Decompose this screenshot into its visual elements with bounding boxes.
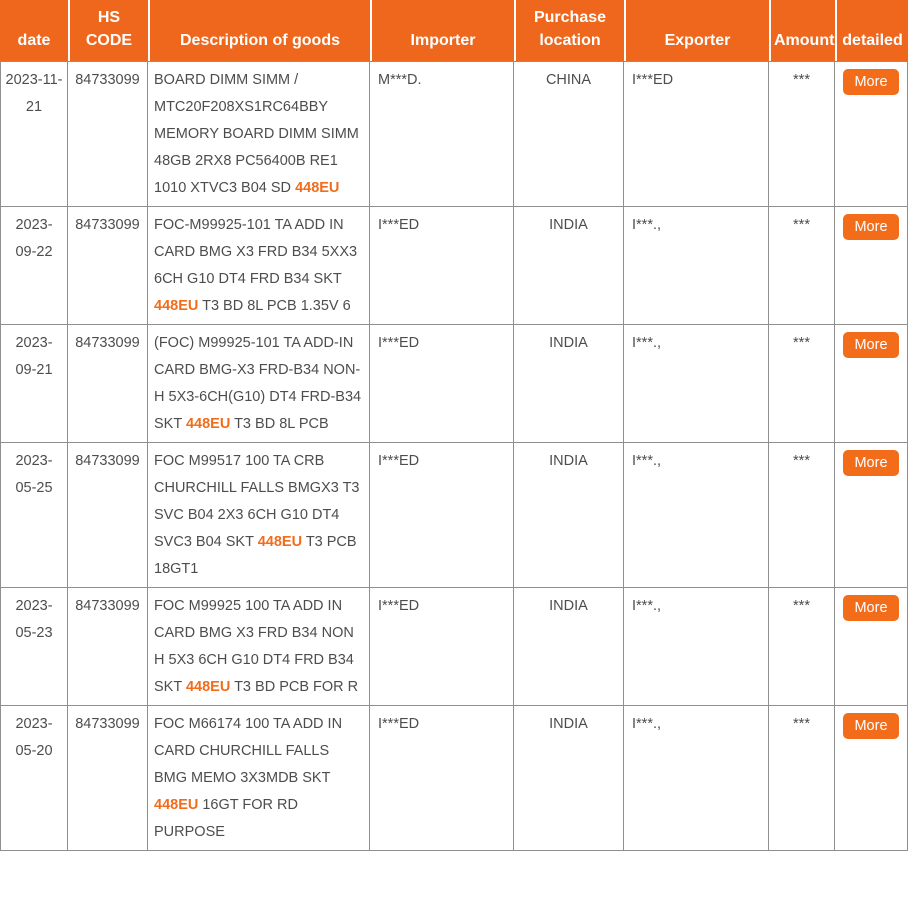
more-button[interactable]: More <box>843 595 898 621</box>
description-text: BOARD DIMM SIMM / MTC20F208XS1RC64BBY MEMORY BOARD DIMM SIMM 48GB 2RX8 PC56400B RE1 1010 XTVC3 B04 SD <box>154 72 359 196</box>
amount-cell: *** <box>769 588 835 706</box>
description-text: T3 BD PCB FOR R <box>230 679 359 695</box>
header-importer: Importer <box>370 0 514 61</box>
date-cell: 2023-05-20 <box>0 706 68 851</box>
description-highlight: 448EU <box>154 797 199 813</box>
header-row <box>0 0 908 61</box>
amount-cell: *** <box>769 207 835 325</box>
description-highlight: 448EU <box>185 416 231 432</box>
description-text: (FOC) M99925-101 TA ADD-IN CARD BMG-X3 FRD-B34 NON-H 5X3-6CH(G10) DT4 FRD-B34 SKT <box>154 335 362 432</box>
more-button[interactable]: More <box>843 214 898 240</box>
importer-cell: I***ED <box>370 706 514 851</box>
hs-code-cell: 84733099 <box>68 325 148 443</box>
description-cell <box>148 588 370 706</box>
table-row <box>0 325 908 443</box>
description-text: T3 BD 8L PCB 1.35V 6 <box>198 298 351 314</box>
hs-code-cell: 84733099 <box>68 207 148 325</box>
description-highlight: 448EU <box>185 679 231 695</box>
purchase-location-cell: INDIA <box>514 706 624 851</box>
description-cell <box>148 706 370 851</box>
detailed-cell <box>835 443 908 588</box>
exporter-cell: I***., <box>624 443 769 588</box>
date-cell: 2023-09-22 <box>0 207 68 325</box>
table-row <box>0 443 908 588</box>
hs-code-cell: 84733099 <box>68 588 148 706</box>
amount-cell: *** <box>769 61 835 207</box>
date-cell: 2023-05-23 <box>0 588 68 706</box>
more-button[interactable]: More <box>843 713 898 739</box>
amount-cell: *** <box>769 706 835 851</box>
amount-cell: *** <box>769 443 835 588</box>
date-cell: 2023-09-21 <box>0 325 68 443</box>
importer-cell: I***ED <box>370 207 514 325</box>
hs-code-cell: 84733099 <box>68 61 148 207</box>
header-exporter: Exporter <box>624 0 769 61</box>
exporter-cell: I***ED <box>624 61 769 207</box>
importer-cell: I***ED <box>370 443 514 588</box>
description-cell <box>148 61 370 207</box>
table-row <box>0 207 908 325</box>
description-text: T3 PCB 18GT1 <box>154 534 357 577</box>
more-button[interactable]: More <box>843 332 898 358</box>
exporter-cell: I***., <box>624 207 769 325</box>
description-text: FOC-M99925-101 TA ADD IN CARD BMG X3 FRD B34 5XX3 6CH G10 DT4 FRD B34 SKT <box>154 217 358 287</box>
purchase-location-cell: INDIA <box>514 588 624 706</box>
table-row <box>0 588 908 706</box>
more-button[interactable]: More <box>843 450 898 476</box>
date-cell: 2023-05-25 <box>0 443 68 588</box>
description-cell <box>148 443 370 588</box>
description-highlight: 448EU <box>257 534 303 550</box>
header-detailed: detailed <box>835 0 908 61</box>
exporter-cell: I***., <box>624 588 769 706</box>
description-text: 16GT FOR RD PURPOSE <box>154 797 298 840</box>
amount-cell: *** <box>769 325 835 443</box>
header-amount: Amount <box>769 0 835 61</box>
header-date: date <box>0 0 68 61</box>
detailed-cell <box>835 588 908 706</box>
header-hs-code: HS CODE <box>68 0 148 61</box>
description-text: FOC M66174 100 TA ADD IN CARD CHURCHILL FALLS BMG MEMO 3X3MDB SKT <box>154 716 343 786</box>
importer-cell: I***ED <box>370 588 514 706</box>
header-purchase-location: Purchase location <box>514 0 624 61</box>
purchase-location-cell: CHINA <box>514 61 624 207</box>
description-text: FOC M99925 100 TA ADD IN CARD BMG X3 FRD B34 NON H 5X3 6CH G10 DT4 FRD B34 SKT <box>154 598 354 695</box>
description-text: T3 BD 8L PCB <box>230 416 329 432</box>
more-button[interactable]: More <box>843 69 898 95</box>
hs-code-cell: 84733099 <box>68 706 148 851</box>
purchase-location-cell: INDIA <box>514 207 624 325</box>
header-description: Description of goods <box>148 0 370 61</box>
table-body <box>0 61 908 851</box>
importer-cell: I***ED <box>370 325 514 443</box>
table-header <box>0 0 908 61</box>
detailed-cell <box>835 325 908 443</box>
description-highlight: 448EU <box>295 180 340 196</box>
description-cell <box>148 207 370 325</box>
detailed-cell <box>835 706 908 851</box>
table-row <box>0 61 908 207</box>
purchase-location-cell: INDIA <box>514 325 624 443</box>
description-cell <box>148 325 370 443</box>
hs-code-cell: 84733099 <box>68 443 148 588</box>
purchase-location-cell: INDIA <box>514 443 624 588</box>
exporter-cell: I***., <box>624 325 769 443</box>
description-text: FOC M99517 100 TA CRB CHURCHILL FALLS BMGX3 T3 SVC B04 2X3 6CH G10 DT4 SVC3 B04 SKT <box>154 453 360 550</box>
detailed-cell <box>835 207 908 325</box>
date-cell: 2023-11-21 <box>0 61 68 207</box>
detailed-cell <box>835 61 908 207</box>
importer-cell: M***D. <box>370 61 514 207</box>
exporter-cell: I***., <box>624 706 769 851</box>
table-row <box>0 706 908 851</box>
description-highlight: 448EU <box>154 298 199 314</box>
